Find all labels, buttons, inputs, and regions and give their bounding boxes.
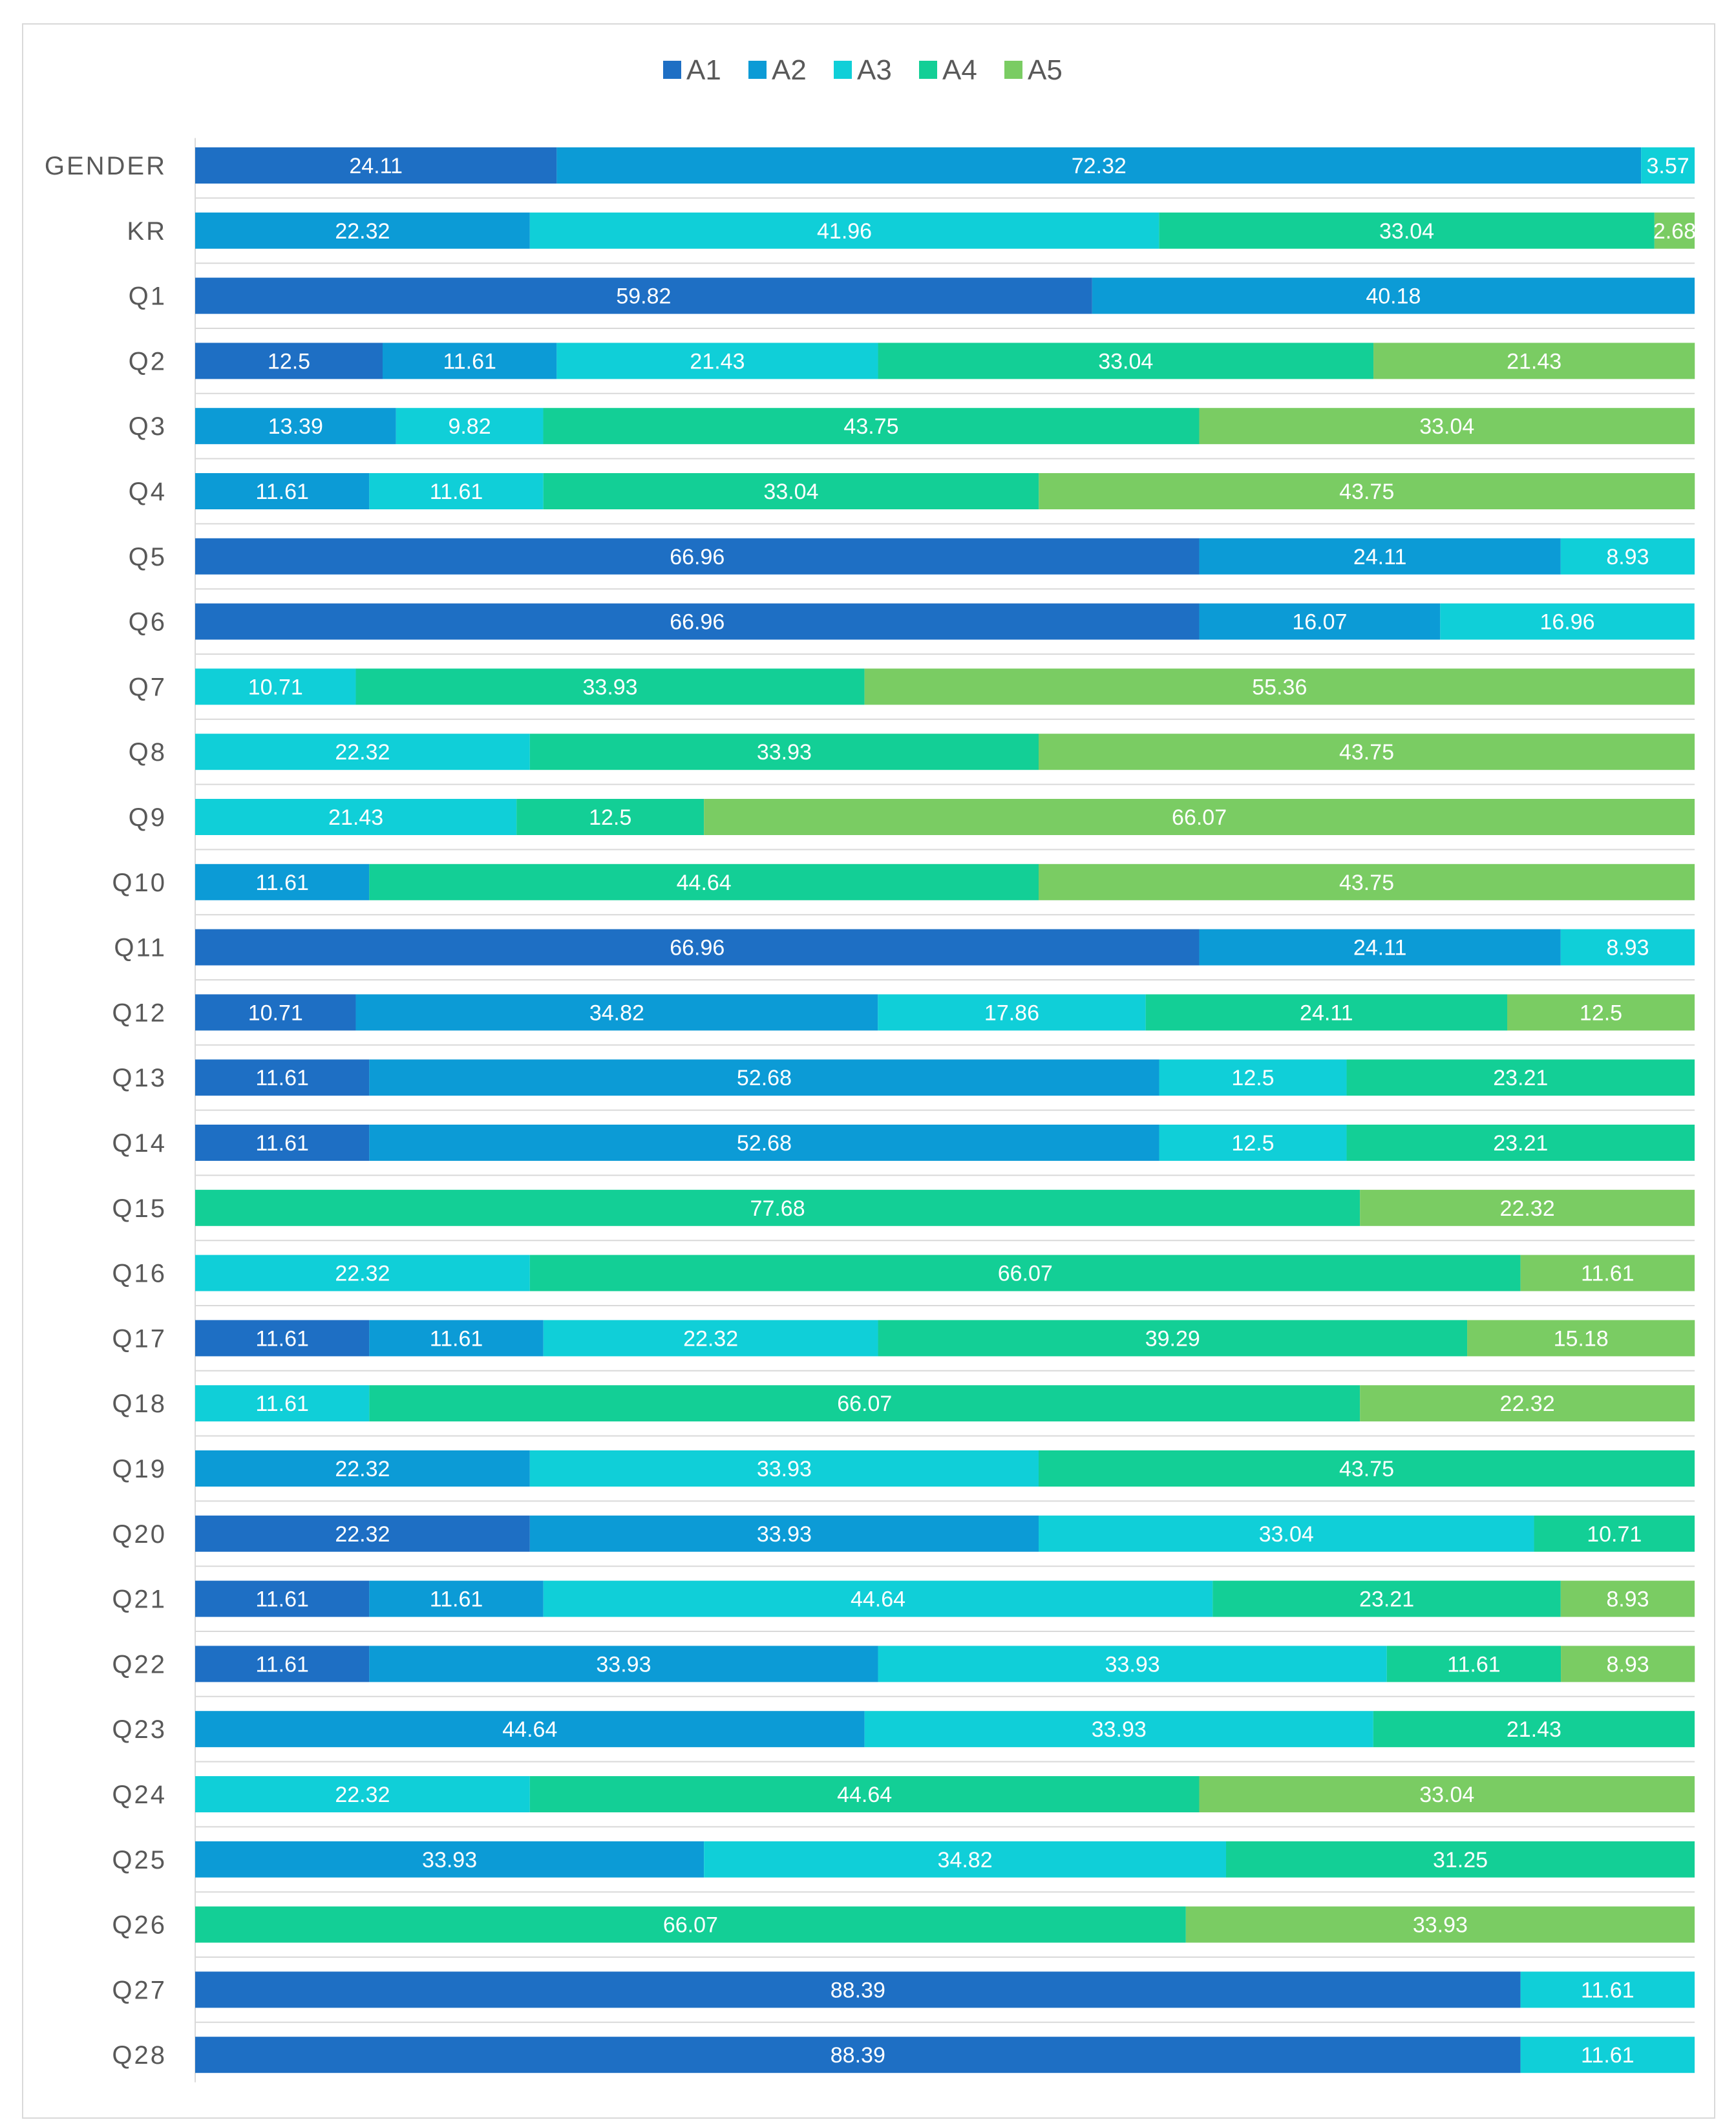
data-label-q24-a3: 22.32 — [335, 1783, 390, 1807]
data-label-q17-a1: 11.61 — [255, 1326, 309, 1352]
data-label-q18-a3: 11.61 — [255, 1392, 309, 1417]
legend-label-a1: A1 — [686, 54, 721, 86]
data-label-q7-a3: 10.71 — [248, 675, 303, 700]
data-label-q17-a4: 39.29 — [1145, 1326, 1200, 1352]
data-label-q11-a3: 8.93 — [1606, 935, 1649, 960]
data-label-q21-a5: 8.93 — [1606, 1587, 1649, 1612]
category-label-q27: Q27 — [112, 1976, 167, 2005]
legend-swatch-a4 — [919, 61, 937, 79]
data-label-q6-a2: 16.07 — [1292, 610, 1348, 635]
data-label-q7-a4: 33.93 — [582, 675, 638, 700]
category-label-kr: KR — [127, 217, 167, 246]
data-label-kr-a3: 41.96 — [817, 218, 873, 244]
data-label-q25-a2: 33.93 — [422, 1847, 478, 1872]
data-label-q22-a4: 11.61 — [1447, 1652, 1501, 1677]
data-label-gender-a1: 24.11 — [349, 154, 403, 178]
data-label-q3-a3: 9.82 — [448, 414, 491, 440]
data-label-kr-a4: 33.04 — [1379, 218, 1435, 244]
data-label-q24-a4: 44.64 — [837, 1783, 893, 1807]
data-label-q20-a3: 33.04 — [1258, 1521, 1314, 1547]
data-label-q13-a2: 52.68 — [736, 1066, 792, 1091]
data-label-q18-a5: 22.32 — [1499, 1392, 1555, 1417]
data-label-q22-a3: 33.93 — [1105, 1652, 1160, 1677]
data-label-kr-a2: 22.32 — [335, 218, 390, 244]
category-label-q7: Q7 — [128, 673, 167, 702]
data-label-q2-a1: 12.5 — [267, 349, 311, 374]
data-label-q16-a3: 22.32 — [335, 1261, 390, 1286]
category-label-q17: Q17 — [112, 1324, 167, 1353]
data-label-q28-a1: 88.39 — [830, 2043, 885, 2068]
data-label-q22-a1: 11.61 — [255, 1652, 309, 1677]
data-label-gender-a3: 3.57 — [1646, 154, 1689, 178]
data-label-q21-a1: 11.61 — [255, 1587, 309, 1612]
category-label-q25: Q25 — [112, 1845, 167, 1874]
data-label-q8-a5: 43.75 — [1339, 740, 1395, 765]
legend-swatch-a5 — [1004, 61, 1022, 79]
data-label-kr-a5: 2.68 — [1653, 218, 1697, 244]
data-label-q10-a2: 11.61 — [255, 870, 309, 895]
category-label-q4: Q4 — [128, 478, 167, 506]
data-label-q22-a5: 8.93 — [1606, 1652, 1649, 1677]
data-label-q20-a1: 22.32 — [335, 1521, 390, 1547]
data-label-q27-a3: 11.61 — [1581, 1978, 1635, 2003]
data-label-q6-a3: 16.96 — [1540, 610, 1595, 635]
legend-swatch-a1 — [663, 61, 681, 79]
data-label-q14-a4: 23.21 — [1493, 1131, 1549, 1156]
data-label-q23-a4: 21.43 — [1506, 1717, 1561, 1743]
legend — [663, 54, 1063, 86]
data-label-q25-a3: 34.82 — [937, 1847, 993, 1872]
data-label-q12-a3: 17.86 — [984, 1001, 1040, 1026]
data-label-q9-a3: 21.43 — [328, 805, 384, 830]
legend-label-a3: A3 — [857, 54, 892, 86]
data-label-q7-a5: 55.36 — [1252, 675, 1307, 700]
category-label-q12: Q12 — [112, 999, 167, 1028]
data-label-q26-a4: 66.07 — [662, 1913, 718, 1938]
data-label-q4-a5: 43.75 — [1339, 480, 1395, 504]
data-label-q10-a4: 44.64 — [676, 870, 732, 895]
data-label-q21-a2: 11.61 — [429, 1587, 483, 1612]
data-label-q16-a4: 66.07 — [997, 1261, 1053, 1286]
legend-label-a2: A2 — [772, 54, 807, 86]
category-label-q28: Q28 — [112, 2041, 167, 2070]
category-axis — [45, 138, 195, 2083]
data-label-q12-a5: 12.5 — [1579, 1001, 1623, 1026]
data-label-q14-a2: 52.68 — [736, 1131, 792, 1156]
data-label-q5-a2: 24.11 — [1353, 544, 1407, 569]
data-label-q2-a2: 11.61 — [443, 349, 496, 374]
category-label-q3: Q3 — [128, 412, 167, 441]
row-separators — [195, 198, 1695, 2022]
data-label-q19-a3: 33.93 — [756, 1457, 812, 1481]
data-label-q21-a4: 23.21 — [1359, 1587, 1415, 1612]
data-label-gender-a2: 72.32 — [1071, 154, 1127, 178]
data-label-q23-a3: 33.93 — [1091, 1717, 1147, 1743]
data-label-q22-a2: 33.93 — [596, 1652, 651, 1677]
data-label-q4-a2: 11.61 — [255, 480, 309, 504]
data-label-q15-a5: 22.32 — [1499, 1196, 1555, 1221]
data-label-q14-a1: 11.61 — [255, 1131, 309, 1156]
legend-label-a5: A5 — [1028, 54, 1063, 86]
category-label-q14: Q14 — [112, 1129, 167, 1158]
category-label-q21: Q21 — [112, 1585, 167, 1614]
data-label-q24-a5: 33.04 — [1419, 1783, 1475, 1807]
category-label-q5: Q5 — [128, 542, 167, 571]
category-label-q2: Q2 — [128, 347, 167, 376]
data-label-q17-a5: 15.18 — [1553, 1326, 1609, 1352]
data-label-q16-a5: 11.61 — [1581, 1261, 1635, 1286]
data-label-q9-a4: 12.5 — [589, 805, 632, 830]
data-label-q28-a3: 11.61 — [1581, 2043, 1635, 2068]
data-label-q8-a3: 22.32 — [335, 740, 390, 765]
data-label-q21-a3: 44.64 — [850, 1587, 906, 1612]
data-label-q18-a4: 66.07 — [837, 1392, 893, 1417]
data-label-q5-a3: 8.93 — [1606, 544, 1649, 569]
data-label-q4-a3: 11.61 — [429, 480, 483, 504]
data-label-q2-a4: 33.04 — [1098, 349, 1154, 374]
data-label-q12-a4: 24.11 — [1300, 1001, 1353, 1026]
category-label-q22: Q22 — [112, 1650, 167, 1679]
data-label-q19-a4: 43.75 — [1339, 1457, 1395, 1481]
data-label-q8-a4: 33.93 — [756, 740, 812, 765]
data-label-q19-a2: 22.32 — [335, 1457, 390, 1481]
category-label-q19: Q19 — [112, 1455, 167, 1483]
data-label-q3-a4: 43.75 — [843, 414, 899, 440]
data-label-q2-a5: 21.43 — [1507, 349, 1562, 374]
data-label-q2-a3: 21.43 — [690, 349, 745, 374]
category-label-gender: GENDER — [44, 152, 167, 180]
data-label-q25-a4: 31.25 — [1432, 1847, 1488, 1872]
data-label-q1-a1: 59.82 — [616, 284, 672, 309]
data-label-q26-a5: 33.93 — [1412, 1913, 1468, 1938]
data-label-q5-a1: 66.96 — [670, 544, 725, 569]
category-label-q10: Q10 — [112, 868, 167, 897]
category-label-q11: Q11 — [114, 933, 167, 962]
data-label-q17-a3: 22.32 — [683, 1326, 739, 1352]
category-label-q9: Q9 — [128, 803, 167, 832]
category-label-q24: Q24 — [112, 1781, 167, 1809]
data-label-q17-a2: 11.61 — [429, 1326, 483, 1352]
data-label-q3-a2: 13.39 — [268, 414, 323, 440]
legend-swatch-a3 — [834, 61, 852, 79]
data-label-q1-a2: 40.18 — [1366, 284, 1421, 309]
data-label-q13-a1: 11.61 — [255, 1066, 309, 1091]
category-label-q16: Q16 — [112, 1259, 167, 1288]
data-label-q23-a2: 44.64 — [502, 1717, 558, 1743]
category-label-q23: Q23 — [112, 1715, 167, 1744]
data-label-q15-a4: 77.68 — [750, 1196, 805, 1221]
data-label-q6-a1: 66.96 — [670, 610, 725, 635]
legend-label-a4: A4 — [942, 54, 977, 86]
category-label-q8: Q8 — [128, 738, 167, 767]
data-label-q3-a5: 33.04 — [1419, 414, 1475, 440]
category-label-q1: Q1 — [128, 282, 167, 311]
category-label-q15: Q15 — [112, 1194, 167, 1223]
data-label-q11-a2: 24.11 — [1353, 935, 1407, 960]
category-label-q20: Q20 — [112, 1520, 167, 1549]
data-label-q14-a3: 12.5 — [1231, 1131, 1275, 1156]
chart-frame — [22, 23, 1715, 2119]
category-label-q6: Q6 — [128, 608, 167, 637]
data-label-q27-a1: 88.39 — [830, 1978, 885, 2003]
data-label-q12-a2: 34.82 — [589, 1001, 644, 1026]
legend-swatch-a2 — [748, 61, 767, 79]
stacked-bar-chart — [23, 25, 1717, 2120]
data-label-q4-a4: 33.04 — [763, 480, 819, 504]
category-label-q13: Q13 — [112, 1064, 167, 1093]
category-label-q26: Q26 — [112, 1911, 167, 1940]
data-label-q13-a3: 12.5 — [1231, 1066, 1275, 1091]
data-label-q10-a5: 43.75 — [1339, 870, 1395, 895]
data-label-q12-a1: 10.71 — [248, 1001, 303, 1026]
category-label-q18: Q18 — [112, 1390, 167, 1419]
data-label-q20-a4: 10.71 — [1587, 1521, 1642, 1547]
data-label-q11-a1: 66.96 — [670, 935, 725, 960]
data-label-q9-a5: 66.07 — [1172, 805, 1227, 830]
data-label-q20-a2: 33.93 — [756, 1521, 812, 1547]
data-label-q13-a4: 23.21 — [1493, 1066, 1549, 1091]
